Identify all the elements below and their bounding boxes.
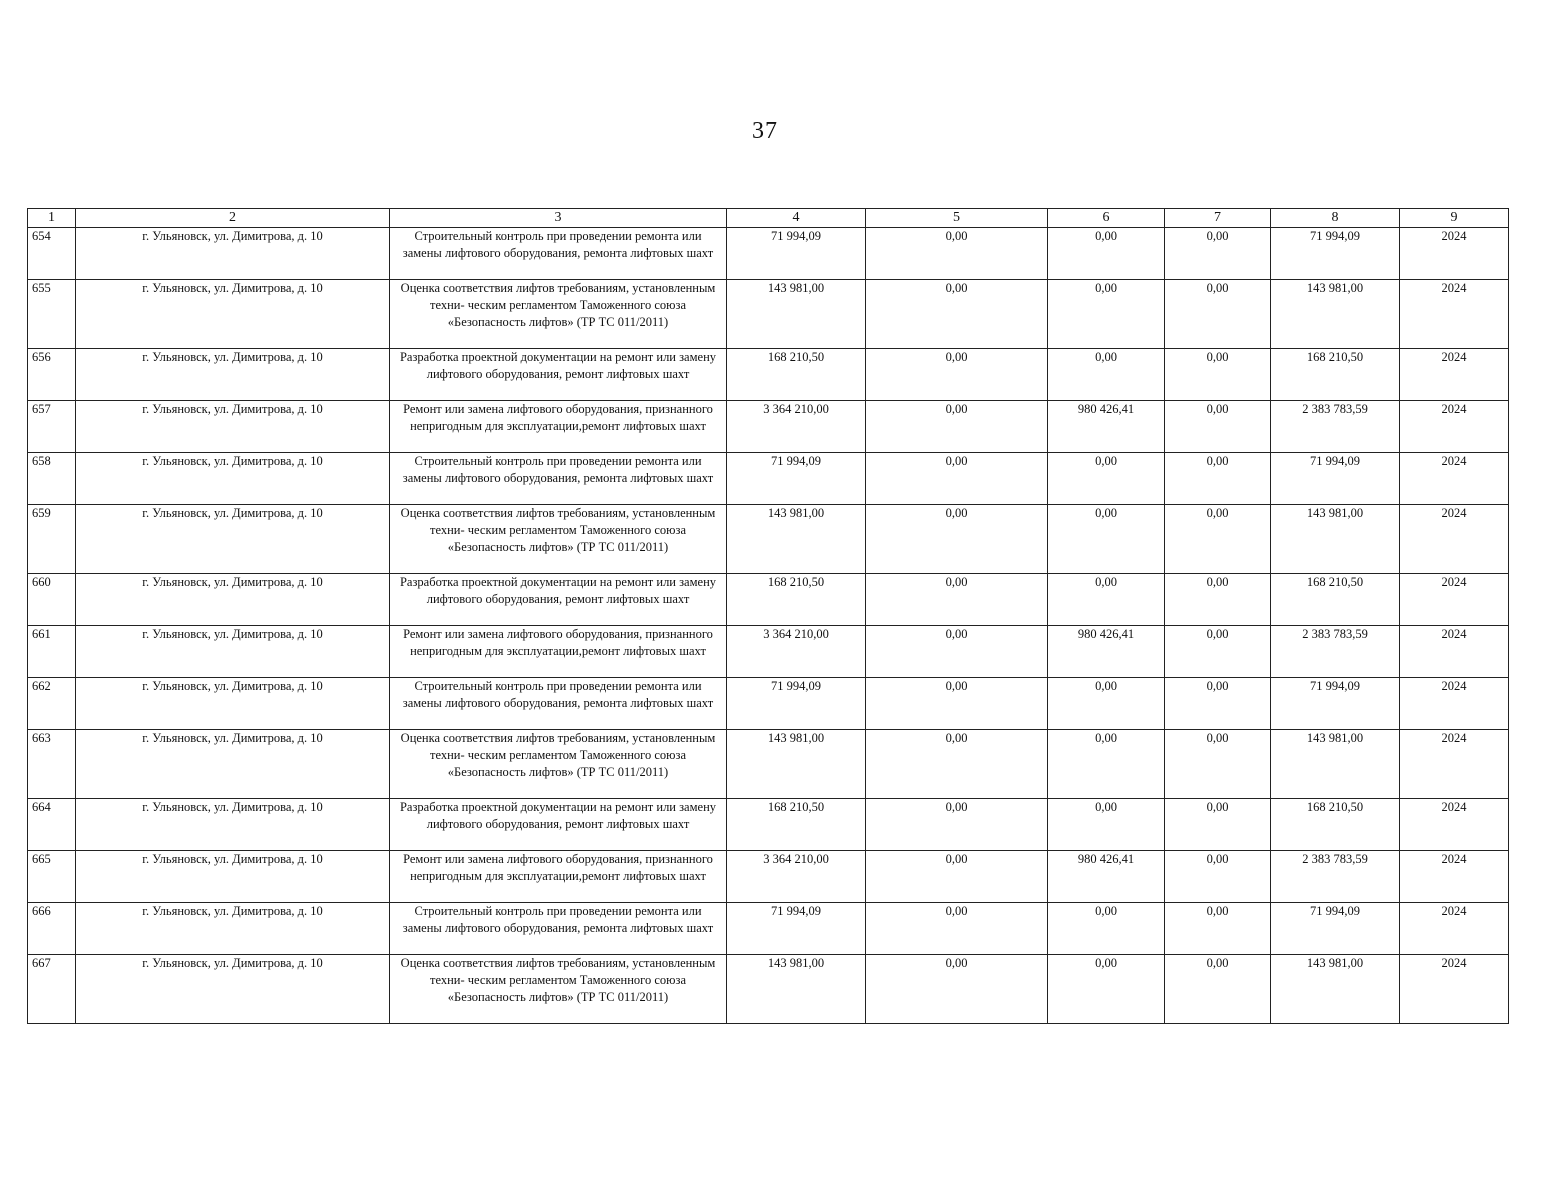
value-cell: 168 210,50 — [727, 574, 866, 626]
header-row — [28, 209, 1509, 228]
value-cell: 0,00 — [866, 505, 1048, 574]
value-cell: 0,00 — [1048, 453, 1165, 505]
row-number: 654 — [28, 228, 76, 280]
year-cell: 2024 — [1400, 574, 1509, 626]
value-cell: 0,00 — [866, 280, 1048, 349]
value-cell: 143 981,00 — [727, 730, 866, 799]
value-cell: 0,00 — [866, 626, 1048, 678]
table-row — [28, 505, 1509, 574]
value-cell: 0,00 — [1165, 730, 1271, 799]
year-cell: 2024 — [1400, 851, 1509, 903]
address-cell: г. Ульяновск, ул. Димитрова, д. 10 — [76, 903, 390, 955]
table-row — [28, 574, 1509, 626]
value-cell: 2 383 783,59 — [1271, 851, 1400, 903]
value-cell: 980 426,41 — [1048, 401, 1165, 453]
value-cell: 71 994,09 — [1271, 228, 1400, 280]
value-cell: 3 364 210,00 — [727, 851, 866, 903]
value-cell: 71 994,09 — [727, 228, 866, 280]
work-description-cell: Оценка соответствия лифтов требованиям, установленным техни- ческим регламентом Таможенного союза «Безопасность лифтов» (ТР ТС 011/2011) — [390, 505, 727, 574]
value-cell: 143 981,00 — [1271, 505, 1400, 574]
table-row — [28, 799, 1509, 851]
header-cell: 7 — [1165, 209, 1271, 228]
value-cell: 168 210,50 — [727, 799, 866, 851]
table-row — [28, 453, 1509, 505]
year-cell: 2024 — [1400, 955, 1509, 1024]
row-number: 662 — [28, 678, 76, 730]
value-cell: 0,00 — [1165, 799, 1271, 851]
value-cell: 71 994,09 — [727, 678, 866, 730]
value-cell: 143 981,00 — [727, 280, 866, 349]
value-cell: 0,00 — [1048, 505, 1165, 574]
value-cell: 0,00 — [866, 903, 1048, 955]
value-cell: 0,00 — [1165, 851, 1271, 903]
work-description-cell: Оценка соответствия лифтов требованиям, установленным техни- ческим регламентом Таможенного союза «Безопасность лифтов» (ТР ТС 011/2011) — [390, 280, 727, 349]
value-cell: 0,00 — [866, 851, 1048, 903]
value-cell: 0,00 — [1165, 903, 1271, 955]
value-cell: 0,00 — [1165, 349, 1271, 401]
table-row — [28, 401, 1509, 453]
row-number: 663 — [28, 730, 76, 799]
value-cell: 2 383 783,59 — [1271, 401, 1400, 453]
value-cell: 71 994,09 — [1271, 678, 1400, 730]
work-description-cell: Строительный контроль при проведении ремонта или замены лифтового оборудования, ремонта лифтовых шахт — [390, 228, 727, 280]
address-cell: г. Ульяновск, ул. Димитрова, д. 10 — [76, 228, 390, 280]
value-cell: 143 981,00 — [1271, 955, 1400, 1024]
value-cell: 0,00 — [1048, 280, 1165, 349]
value-cell: 980 426,41 — [1048, 626, 1165, 678]
row-number: 658 — [28, 453, 76, 505]
work-description-cell: Ремонт или замена лифтового оборудования, признанного непригодным для эксплуатации,ремонт лифтовых шахт — [390, 401, 727, 453]
value-cell: 0,00 — [1048, 730, 1165, 799]
table-row — [28, 955, 1509, 1024]
value-cell: 0,00 — [1048, 574, 1165, 626]
work-description-cell: Ремонт или замена лифтового оборудования, признанного непригодным для эксплуатации,ремонт лифтовых шахт — [390, 851, 727, 903]
header-cell: 6 — [1048, 209, 1165, 228]
address-cell: г. Ульяновск, ул. Димитрова, д. 10 — [76, 799, 390, 851]
row-number: 657 — [28, 401, 76, 453]
value-cell: 0,00 — [866, 730, 1048, 799]
value-cell: 0,00 — [1048, 903, 1165, 955]
address-cell: г. Ульяновск, ул. Димитрова, д. 10 — [76, 574, 390, 626]
value-cell: 0,00 — [866, 955, 1048, 1024]
value-cell: 2 383 783,59 — [1271, 626, 1400, 678]
value-cell: 0,00 — [1165, 574, 1271, 626]
row-number: 655 — [28, 280, 76, 349]
row-number: 664 — [28, 799, 76, 851]
work-description-cell: Разработка проектной документации на ремонт или замену лифтового оборудования, ремонт лифтовых шахт — [390, 799, 727, 851]
value-cell: 168 210,50 — [1271, 799, 1400, 851]
work-description-cell: Разработка проектной документации на ремонт или замену лифтового оборудования, ремонт лифтовых шахт — [390, 349, 727, 401]
value-cell: 0,00 — [1165, 401, 1271, 453]
work-description-cell: Разработка проектной документации на ремонт или замену лифтового оборудования, ремонт лифтовых шахт — [390, 574, 727, 626]
value-cell: 143 981,00 — [727, 955, 866, 1024]
value-cell: 71 994,09 — [727, 453, 866, 505]
value-cell: 71 994,09 — [1271, 453, 1400, 505]
address-cell: г. Ульяновск, ул. Димитрова, д. 10 — [76, 349, 390, 401]
value-cell: 0,00 — [1165, 505, 1271, 574]
year-cell: 2024 — [1400, 626, 1509, 678]
value-cell: 0,00 — [1165, 453, 1271, 505]
address-cell: г. Ульяновск, ул. Димитрова, д. 10 — [76, 730, 390, 799]
row-number: 667 — [28, 955, 76, 1024]
year-cell: 2024 — [1400, 349, 1509, 401]
year-cell: 2024 — [1400, 505, 1509, 574]
value-cell: 0,00 — [1165, 228, 1271, 280]
year-cell: 2024 — [1400, 799, 1509, 851]
value-cell: 0,00 — [1048, 955, 1165, 1024]
table-row — [28, 280, 1509, 349]
header-cell: 8 — [1271, 209, 1400, 228]
value-cell: 168 210,50 — [1271, 574, 1400, 626]
year-cell: 2024 — [1400, 401, 1509, 453]
row-number: 666 — [28, 903, 76, 955]
table-row — [28, 349, 1509, 401]
work-description-cell: Оценка соответствия лифтов требованиям, установленным техни- ческим регламентом Таможенного союза «Безопасность лифтов» (ТР ТС 011/2011) — [390, 955, 727, 1024]
row-number: 656 — [28, 349, 76, 401]
table-row — [28, 851, 1509, 903]
value-cell: 143 981,00 — [1271, 730, 1400, 799]
value-cell: 168 210,50 — [1271, 349, 1400, 401]
header-cell: 2 — [76, 209, 390, 228]
value-cell: 0,00 — [1048, 799, 1165, 851]
value-cell: 0,00 — [866, 574, 1048, 626]
year-cell: 2024 — [1400, 280, 1509, 349]
work-description-cell: Строительный контроль при проведении ремонта или замены лифтового оборудования, ремонта лифтовых шахт — [390, 453, 727, 505]
value-cell: 0,00 — [1165, 678, 1271, 730]
value-cell: 0,00 — [866, 453, 1048, 505]
year-cell: 2024 — [1400, 730, 1509, 799]
value-cell: 0,00 — [1048, 228, 1165, 280]
value-cell: 0,00 — [866, 401, 1048, 453]
work-description-cell: Оценка соответствия лифтов требованиям, установленным техни- ческим регламентом Таможенного союза «Безопасность лифтов» (ТР ТС 011/2011) — [390, 730, 727, 799]
address-cell: г. Ульяновск, ул. Димитрова, д. 10 — [76, 955, 390, 1024]
value-cell: 0,00 — [1165, 626, 1271, 678]
value-cell: 0,00 — [866, 678, 1048, 730]
works-table — [27, 208, 1509, 1024]
value-cell: 3 364 210,00 — [727, 401, 866, 453]
year-cell: 2024 — [1400, 678, 1509, 730]
value-cell: 0,00 — [1048, 678, 1165, 730]
header-cell: 4 — [727, 209, 866, 228]
address-cell: г. Ульяновск, ул. Димитрова, д. 10 — [76, 401, 390, 453]
value-cell: 0,00 — [866, 799, 1048, 851]
table-row — [28, 730, 1509, 799]
year-cell: 2024 — [1400, 903, 1509, 955]
value-cell: 0,00 — [1048, 349, 1165, 401]
work-description-cell: Ремонт или замена лифтового оборудования, признанного непригодным для эксплуатации,ремонт лифтовых шахт — [390, 626, 727, 678]
header-cell: 5 — [866, 209, 1048, 228]
address-cell: г. Ульяновск, ул. Димитрова, д. 10 — [76, 678, 390, 730]
value-cell: 0,00 — [1165, 955, 1271, 1024]
row-number: 661 — [28, 626, 76, 678]
header-cell: 9 — [1400, 209, 1509, 228]
value-cell: 71 994,09 — [1271, 903, 1400, 955]
header-cell: 3 — [390, 209, 727, 228]
address-cell: г. Ульяновск, ул. Димитрова, д. 10 — [76, 453, 390, 505]
value-cell: 71 994,09 — [727, 903, 866, 955]
value-cell: 143 981,00 — [727, 505, 866, 574]
value-cell: 143 981,00 — [1271, 280, 1400, 349]
year-cell: 2024 — [1400, 453, 1509, 505]
row-number: 659 — [28, 505, 76, 574]
year-cell: 2024 — [1400, 228, 1509, 280]
value-cell: 980 426,41 — [1048, 851, 1165, 903]
value-cell: 0,00 — [1165, 280, 1271, 349]
row-number: 665 — [28, 851, 76, 903]
address-cell: г. Ульяновск, ул. Димитрова, д. 10 — [76, 280, 390, 349]
page-number: 37 — [752, 118, 778, 144]
table-row — [28, 678, 1509, 730]
value-cell: 3 364 210,00 — [727, 626, 866, 678]
work-description-cell: Строительный контроль при проведении ремонта или замены лифтового оборудования, ремонта лифтовых шахт — [390, 903, 727, 955]
address-cell: г. Ульяновск, ул. Димитрова, д. 10 — [76, 851, 390, 903]
table-row — [28, 228, 1509, 280]
value-cell: 0,00 — [866, 349, 1048, 401]
work-description-cell: Строительный контроль при проведении ремонта или замены лифтового оборудования, ремонта лифтовых шахт — [390, 678, 727, 730]
value-cell: 168 210,50 — [727, 349, 866, 401]
row-number: 660 — [28, 574, 76, 626]
value-cell: 0,00 — [866, 228, 1048, 280]
table-row — [28, 903, 1509, 955]
address-cell: г. Ульяновск, ул. Димитрова, д. 10 — [76, 505, 390, 574]
header-cell: 1 — [28, 209, 76, 228]
address-cell: г. Ульяновск, ул. Димитрова, д. 10 — [76, 626, 390, 678]
table-row — [28, 626, 1509, 678]
